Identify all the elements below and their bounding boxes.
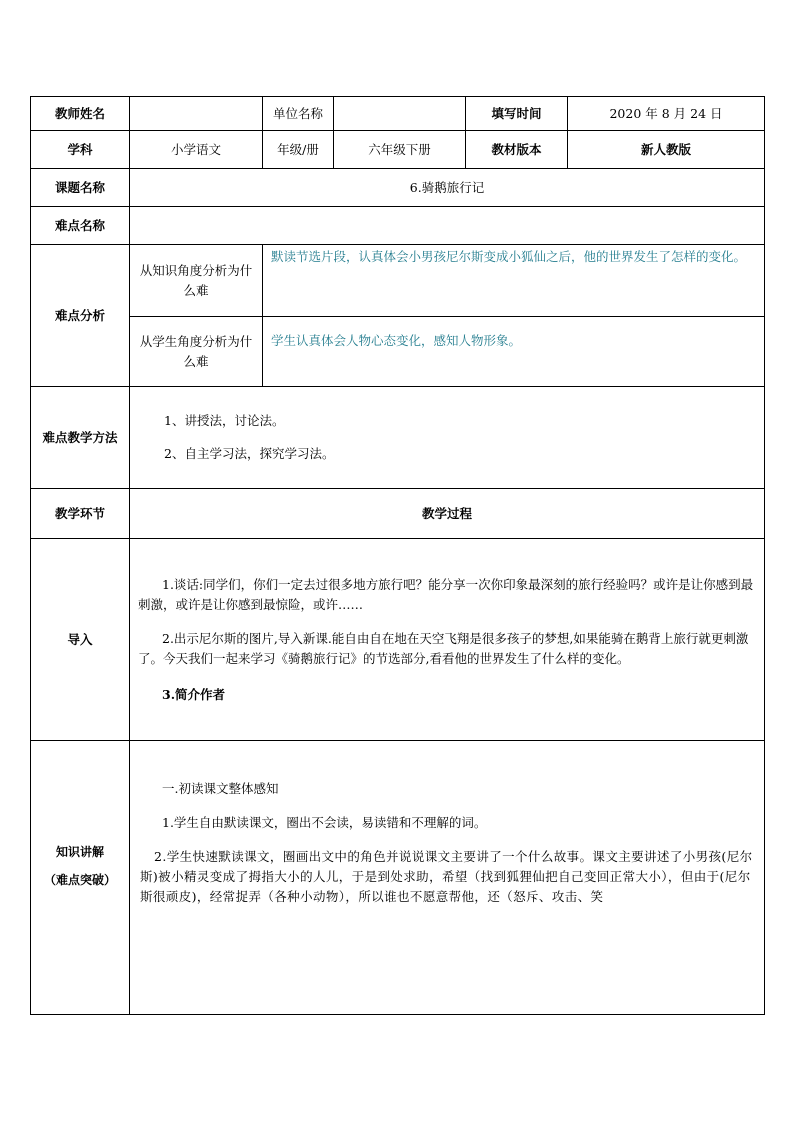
analysis-knowledge-row — [31, 245, 765, 317]
knowledge-row — [31, 741, 765, 1015]
subject-row — [31, 131, 765, 169]
fill-time-label: 填写时间 — [466, 97, 568, 131]
knowledge-paragraph: 2.学生快速默读课文，圈画出文中的角色并说说课文主要讲了一个什么故事。课文主要讲述了小男孩(尼尔斯)被小精灵变成了拇指大小的人儿，于是到处求助，希望（找到狐狸仙把自己变回正常大小），但由于(尼尔斯很顽皮)，经常捉弄（各种小动物），所以谁也不愿意帮他，还（怒斥、攻击、笑 — [140, 849, 753, 904]
teacher-row — [31, 97, 765, 131]
knowledge-heading: 一.初读课文整体感知 — [162, 781, 279, 796]
subject-label: 学科 — [31, 131, 130, 169]
process-label: 教学过程 — [130, 489, 765, 539]
methods-list — [130, 387, 765, 489]
topic-label: 课题名称 — [31, 169, 130, 207]
analysis-student-row — [31, 317, 765, 387]
knowledge-sublabel: （难点突破） — [43, 872, 116, 887]
edition-label: 教材版本 — [466, 131, 568, 169]
student-angle-text: 学生认真体会人物心态变化，感知人物形象。 — [263, 317, 765, 387]
fill-time-value: 2020 年 8 月 24 日 — [568, 97, 765, 131]
intro-paragraph: 2.出示尼尔斯的图片,导入新课.能自由自在地在天空飞翔是很多孩子的梦想,如果能骑在鹅背上旅行就更刺激了。今天我们一起来学习《骑鹅旅行记》的节选部分,看看他的世界发生了什么样的变化。 — [138, 630, 749, 666]
difficulty-value — [130, 207, 765, 245]
grade-label: 年级/册 — [263, 131, 334, 169]
topic-value: 6.骑鹅旅行记 — [130, 169, 765, 207]
knowledge-angle-text: 默读节选片段，认真体会小男孩尼尔斯变成小狐仙之后，他的世界发生了怎样的变化。 — [263, 245, 765, 317]
unit-label: 单位名称 — [263, 97, 334, 131]
teacher-name-value — [130, 97, 263, 131]
teacher-name-label: 教师姓名 — [31, 97, 130, 131]
difficulty-row — [31, 207, 765, 245]
intro-label: 导入 — [31, 539, 130, 741]
edition-value: 新人教版 — [568, 131, 765, 169]
student-angle-label: 从学生角度分析为什么难 — [130, 317, 263, 387]
process-header-row — [31, 489, 765, 539]
topic-row — [31, 169, 765, 207]
intro-paragraph: 1.谈话:同学们，你们一定去过很多地方旅行吧？能分享一次你印象最深刻的旅行经验吗？或许是让你感到最刺激，或许是让你感到最惊险，或许…… — [138, 576, 754, 612]
methods-row — [31, 387, 765, 489]
subject-value: 小学语文 — [130, 131, 263, 169]
grade-value: 六年级下册 — [334, 131, 466, 169]
knowledge-label: 知识讲解 — [55, 845, 104, 859]
method-item: 2、自主学习法，探究学习法。 — [164, 445, 335, 461]
intro-content — [130, 539, 765, 741]
intro-row — [31, 539, 765, 741]
lesson-plan-table — [30, 96, 765, 1015]
methods-label: 难点教学方法 — [31, 387, 130, 489]
method-item: 1、讲授法，讨论法。 — [164, 413, 285, 429]
intro-paragraph: 3.简介作者 — [162, 686, 226, 702]
knowledge-angle-label: 从知识角度分析为什么难 — [130, 245, 263, 317]
knowledge-label-cell — [31, 741, 130, 1015]
analysis-label: 难点分析 — [31, 245, 130, 387]
knowledge-content — [130, 741, 765, 1015]
stage-label: 教学环节 — [31, 489, 130, 539]
unit-value — [334, 97, 466, 131]
difficulty-label: 难点名称 — [31, 207, 130, 245]
knowledge-paragraph: 1.学生自由默读课文，圈出不会读，易读错和不理解的词。 — [162, 815, 487, 830]
